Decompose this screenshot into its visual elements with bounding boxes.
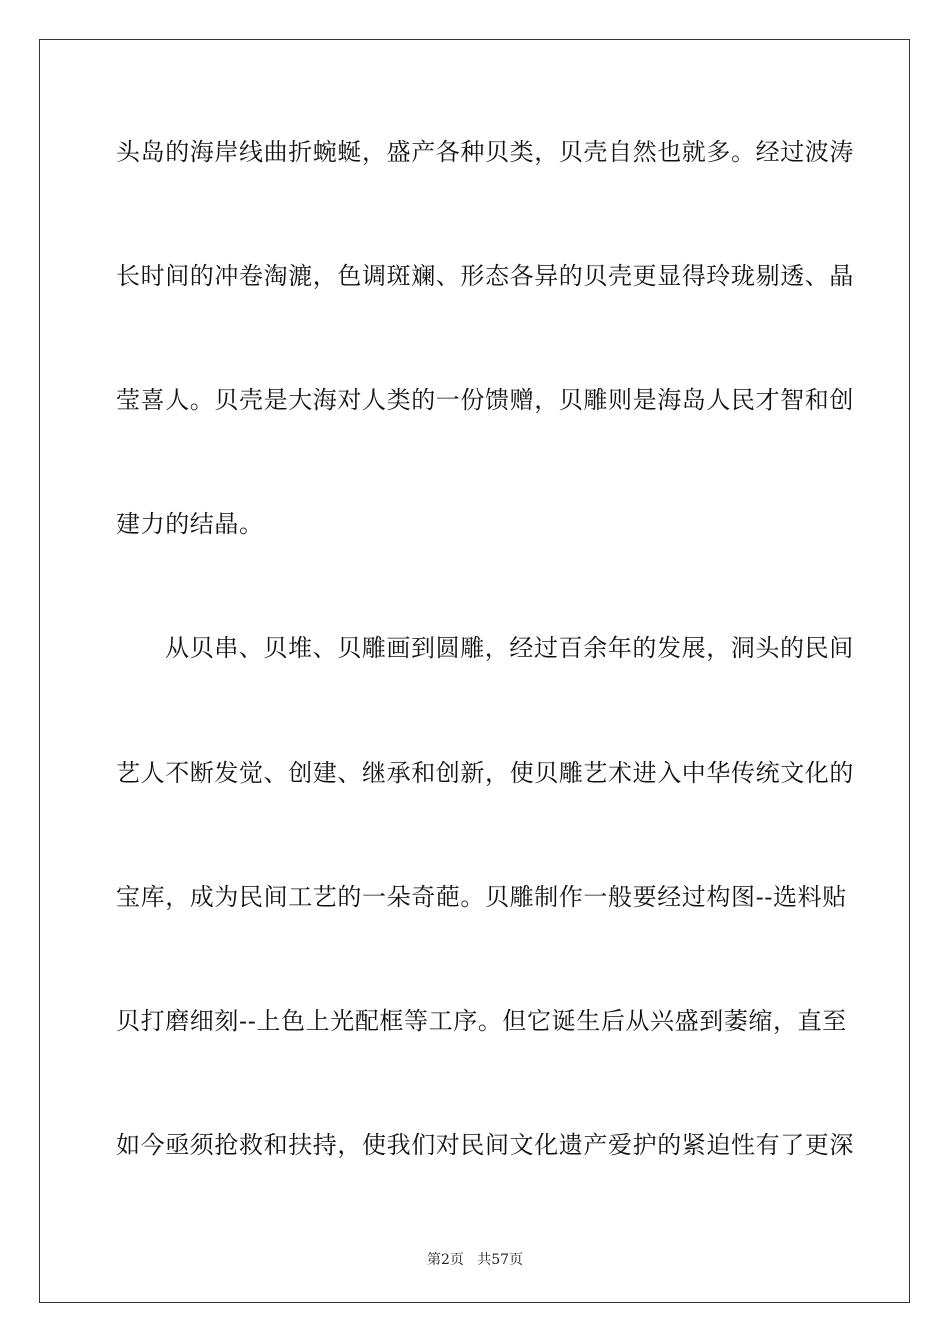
text-line-6: 艺人不断发觉、创建、继承和创新，使贝雕艺术进入中华传统文化的 [116, 759, 854, 787]
page-number-footer: 第2页 共57页 [426, 1252, 524, 1268]
text-line-1: 头岛的海岸线曲折蜿蜒，盛产各种贝类，贝壳自然也就多。经过波涛 [116, 138, 854, 166]
text-line-8: 贝打磨细刻--上色上光配框等工序。但它诞生后从兴盛到萎缩，直至 [116, 1007, 847, 1035]
text-line-5: 从贝串、贝堆、贝雕画到圆雕，经过百余年的发展，洞头的民间 [165, 634, 854, 662]
text-line-9: 如今亟须抢救和扶持，使我们对民间文化遗产爱护的紧迫性有了更深 [116, 1131, 854, 1159]
text-line-2: 长时间的冲卷淘漉，色调斑斓、形态各异的贝壳更显得玲珑剔透、晶 [116, 262, 854, 290]
text-line-4: 建力的结晶。 [116, 510, 264, 538]
text-line-3: 莹喜人。贝壳是大海对人类的一份馈赠，贝雕则是海岛人民才智和创 [116, 386, 854, 414]
text-line-7: 宝库，成为民间工艺的一朵奇葩。贝雕制作一般要经过构图--选料贴 [116, 883, 847, 911]
page-border [39, 39, 910, 1303]
